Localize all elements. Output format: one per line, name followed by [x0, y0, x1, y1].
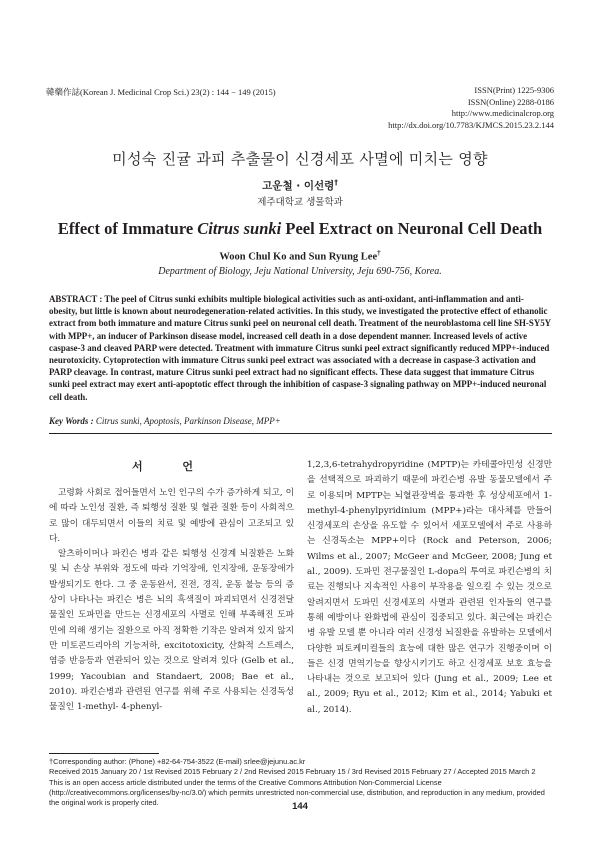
section-heading: 서 언	[131, 460, 212, 473]
corresponding-mark: †	[377, 249, 381, 257]
page-number: 144	[292, 801, 308, 812]
title-part: Effect of Immature	[57, 219, 198, 238]
korean-author-names: 고운철 · 이선령	[262, 180, 335, 192]
english-title	[0, 219, 600, 239]
paragraph: 1,2,3,6-tetrahydropyridine (MPTP)는 카테콜아민성 신경만을 선택적으로 파괴하기 때문에 파킨슨병 유발 동물모델에서 주로 이용되며 MPTP는 뇌혈관장벽을 통과한 후 성상세포에서 1-methyl-4-phenylpyridinium (MPP+)라는 대사체를 만들어 신경세포의 손상을 유도할 수 있어서 세포모델에서 주로 사용하는 신경독소는 MPP+이다 (Rock and Peterson, 2006; Wilms et al., 2007; McGeer and McGeer, 2008; Jung et al., 2009). 도파민 전구물질인 L-dopa의 투여로 파킨슨병의 치료는 진행되나 지속적인 사용이 부작용을 일으킬 수 있는 것으로 알려지면서 도파민 신경세포의 사멸과 관련된 인자들의 연구를 통해 예방이나 완화법에 관심이 집중되고 있다. 최근에는 파킨슨병 유발 모델 뿐 아니라 여러 신경성 뇌질환을 유발하는 모델에서 다양한 피토케미컬들의 효능에 대한 많은 연구가 진행중이며 이들은 신경 면역기능을 향상시키기도 하고 신경세포 보호 효능을 나타내는 것으로 보고되어 있다 (Jung et al., 2009; Lee et al., 2009; Ryu et al., 2012; Kim et al., 2014; Yabuki et al., 2014).	[307, 460, 552, 715]
received-dates: Received 2015 January 20 / 1st Revised 2015 February 2 / 2nd Revised 2015 February 15 / 3rd Revised 2015 February 27 / Accepted 2015 March 2	[49, 767, 536, 777]
body-column-left	[49, 486, 294, 715]
issn-online: ISSN(Online) 2288-0186	[467, 96, 554, 107]
license-note: This is an open access article distributed under the terms of the Creative Commons Attribution Non-Commercial License (http://creativecommons.org/licenses/by-nc/3.0/) which permits unrestricted non-commercial use, distribution, and reproduction in any medium, provided the original work is properly cited.	[49, 777, 545, 808]
korean-title: 미성숙 진귤 과피 추출물이 신경세포 사멸에 미치는 영향	[112, 150, 488, 168]
keywords	[49, 416, 552, 426]
footnote-divider	[49, 753, 159, 754]
paragraph: 알츠하이머나 파킨슨 병과 같은 퇴행성 신경계 뇌질환은 노화 및 뇌 손상 부위와 정도에 따라 기억장애, 인지장애, 운동장애가 발생되기도 한다. 그 중 운동완서, 진전, 경직, 운동 불능 등의 증상이 나타나는 파킨슨 병은 뇌의 흑색질이 파괴되면서 신경전달물질인 도파민을 만드는 신경세포의 사멸로 인해 부족해진 도파민에 의해 생기는 질환으로 아직 정확한 기작은 알려져 있지 않지만 미토콘드리아의 기능저하, excitotoxicity, 산화적 스트레스, 염증 반응등과 연관되어 있는 것으로 알려져 있다 (Gelb et al., 1999; Yacoubian and Standaert, 2008; Bae et al., 2010). 파킨슨병과 관련된 연구를 위해 주로 사용되는 신경독성물질인 1-methyl- 4-phenyl-	[49, 549, 294, 713]
paragraph: 고령화 사회로 접어들면서 노인 인구의 수가 증가하게 되고, 이에 따라 노인성 질환, 즉 퇴행성 질환 및 혈관 질환 등이 사회적으로 많이 대두되면서 이들의 치료 및 예방에 관심이 고조되고 있다.	[49, 488, 294, 544]
korean-authors	[0, 178, 600, 193]
corresponding-author-note: †Corresponding author: (Phone) +82-64-754-3522 (E-mail) srlee@jejunu.ac.kr	[49, 757, 306, 766]
body-column-right	[307, 458, 552, 718]
keywords-label: Key Words :	[49, 416, 94, 426]
korean-affiliation: 제주대학교 생물학과	[257, 197, 343, 208]
keywords-text: Citrus sunki, Apoptosis, Parkinson Disease, MPP+	[95, 416, 281, 426]
english-author-names: Woon Chul Ko and Sun Ryung Lee	[219, 251, 378, 263]
corresponding-mark: †	[334, 178, 338, 187]
abstract-text: The peel of Citrus sunki exhibits multiple biological activities such as anti-oxidant, anti-inflammation and anti-obesity, but little is known about neurodegeneration-related activities. In this study, we investigated the protective effect of ethanolic extract from both immature and mature Citrus sunki peel on neuronal cell death. Treatment of the neuroblastoma cell line SH-SY5Y with MPP+, an inducer of Parkinson disease model, increased cell death in a dose dependent manner. Increased levels of active caspase-3 and cleaved PARP were detected. Treatment with immature Citrus sunki peel extract significantly reduced MPP+-induced neurotoxicity. Cytoprotection with immature Citrus sunki peel extract was associated with a decrease in caspase-3 activation and PARP cleavage. In contrast, mature Citrus sunki peel extract had no significant effects. These data suggest that immature Citrus sunki peel extract may exert anti-apoptotic effect through the inhibition of caspase-3 signaling pathway on MPP+-induced neuronal cell death.	[49, 294, 551, 402]
english-affiliation: Department of Biology, Jeju National University, Jeju 690-756, Korea.	[158, 266, 442, 277]
english-authors	[0, 249, 600, 263]
section-divider	[49, 433, 552, 434]
issn-print: ISSN(Print) 1225-9306	[474, 85, 554, 95]
abstract	[49, 293, 552, 403]
title-species: Citrus sunki	[197, 219, 282, 238]
title-part: Peel Extract on Neuronal Cell Death	[281, 219, 543, 238]
doi-link[interactable]: http://dx.doi.org/10.7783/KJMCS.2015.23.2.144	[388, 119, 554, 130]
abstract-label: ABSTRACT :	[49, 294, 103, 304]
journal-citation: 韓藥作誌(Korean J. Medicinal Crop Sci.) 23(2) : 144 − 149 (2015)	[46, 87, 276, 97]
journal-identifiers	[388, 85, 554, 131]
journal-url[interactable]: http://www.medicinalcrop.org	[451, 108, 554, 118]
